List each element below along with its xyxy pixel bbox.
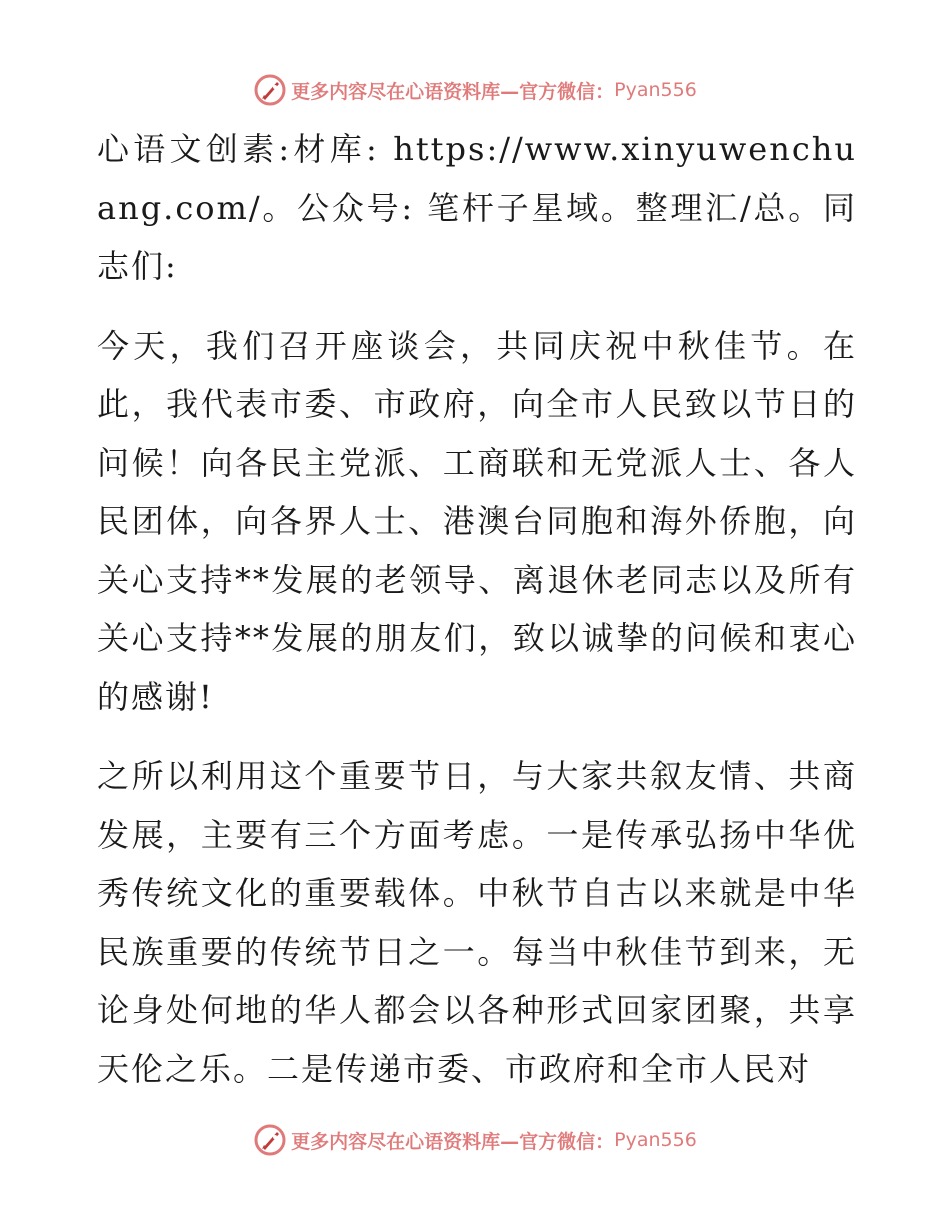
watermark-wechat-id: Pyan556: [614, 1129, 697, 1151]
document-paragraph-2: 之所以利用这个重要节日，与大家共叙友情、共商发展，主要有三个方面考虑。一是传承弘扬中华优秀传统文化的重要载体。中秋节自古以来就是中华民族重要的传统节日之一。每当中秋佳节到来，无论身处何地的华人都会以各种形式回家团聚，共享天伦之乐。二是传递市委、市政府和全市人民对: [97, 757, 857, 1088]
watermark-slogan: 更多内容尽在心语资料库—官方微信：: [291, 80, 615, 103]
document-body: [97, 120, 857, 1098]
document-paragraph-1: 今天，我们召开座谈会，共同庆祝中秋佳节。在此，我代表市委、市政府，向全市人民致以节日的问候！向各民主党派、工商联和无党派人士、各人民团体，向各界人士、港澳台同胞和海外侨胞，向关心支持**发展的老领导、离退休老同志以及所有关心支持**发展的朋友们，致以诚挚的问候和衷心的感谢!: [97, 326, 857, 716]
quill-logo-icon: [253, 1123, 287, 1157]
watermark-slogan: 更多内容尽在心语资料库—官方微信：: [291, 1130, 615, 1153]
watermark-banner-top: [0, 70, 950, 110]
watermark-banner-bottom: [0, 1120, 950, 1160]
document-header-line: 心语文创素:材库: https://www.xinyuwenchuang.com/。公众号: 笔杆子星域。整理汇/总。同志们:: [97, 130, 857, 285]
watermark-wechat-id: Pyan556: [614, 79, 697, 101]
quill-logo-icon: [253, 73, 287, 107]
